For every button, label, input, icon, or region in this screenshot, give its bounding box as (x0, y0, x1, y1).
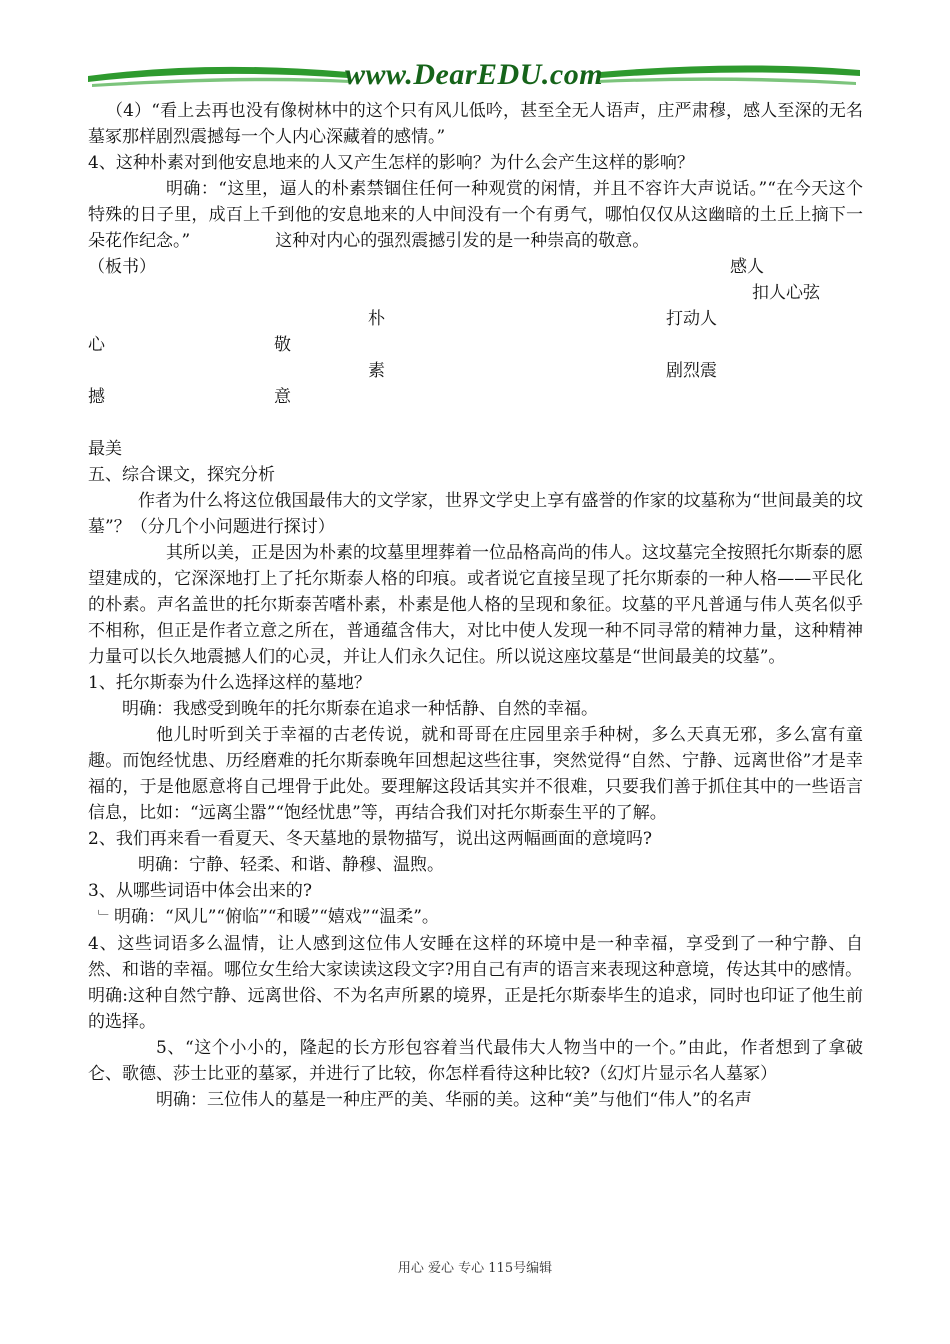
section-reason: 其所以美，正是因为朴素的坟墓里埋葬着一位品格高尚的伟人。这坟墓完全按照托尔斯泰的愿望建成的，它深深地打上了托尔斯泰人格的印痕。或者说它直接呈现了托尔斯泰的一种人格——平民化的朴素。声名盖世的托尔斯泰苦嗜朴素，朴素是他人格的呈现和象征。坟墓的平凡普通与伟人英名似乎不相称，但正是作者立意之所在，普通蕴含伟大，对比中使人发现一种不同寻常的精神力量，这种精神力量可以长久地震撼人们的心灵，并让人们永久记住。所以说这座坟墓是“世间最美的坟墓”。 (88, 543, 863, 667)
section-intro: 作者为什么将这位俄国最伟大的文学家，世界文学史上享有盛誉的作家的坟墓称为“世间最美的坟墓”？（分几个小问题进行探讨） (88, 491, 863, 537)
board-su: 素 (368, 361, 385, 381)
document-body (88, 98, 863, 1113)
header-banner (88, 56, 860, 96)
page-footer: 用心 爱心 专心 115号编辑 (397, 1261, 553, 1276)
answer-4-influence: 明确：“这里，逼人的朴素禁锢住任何一种观赏的闲情，并且不容许大声说话。”“在今天这个特殊的日子里，成百上千到他的安息地来的人中间没有一个有勇气，哪怕仅仅从这幽暗的土丘上摘下一朵花作纪念。” 这种对内心的强烈震撼引发的是一种崇高的敬意。 (88, 179, 863, 251)
question-2: 2、我们再来看一看夏天、冬天墓地的景物描写，说出这两幅画面的意境吗? (88, 829, 652, 849)
answer-2: 明确：宁静、轻柔、和谐、静穆、温煦。 (138, 855, 444, 875)
board-pu: 朴 (368, 309, 385, 329)
answer-3 (88, 904, 863, 931)
question-5: 5、“这个小小的，隆起的长方形包容着当代最伟大人物当中的一个。”由此，作者想到了拿破仑、歌德、莎士比亚的墓冢，并进行了比较，你怎样看待这种比较?（幻灯片显示名人墓冢） (88, 1038, 863, 1084)
answer-5: 明确：三位伟人的墓是一种庄严的美、华丽的美。这种“美”与他们“伟人”的名声 (156, 1090, 752, 1110)
board-label: （板书） (88, 257, 156, 277)
site-logo[interactable]: www.DearEDU.com (344, 58, 604, 91)
board-zui-mei: 最美 (88, 439, 122, 459)
question-3: 3、从哪些词语中体会出来的? (88, 881, 312, 901)
board-da-dong-ren: 打动人 (666, 309, 717, 329)
question-1: 1、托尔斯泰为什么选择这样的墓地？ (88, 673, 371, 693)
answer-4: 明确:这种自然宁静、远离世俗、不为名声所累的境界，正是托尔斯泰毕生的追求，同时也印证了他生前的选择。 (88, 986, 863, 1032)
board-han: 撼 (88, 387, 105, 407)
answer-1: 明确：我感受到晚年的托尔斯泰在追求一种恬静、自然的幸福。 (122, 699, 598, 719)
answer-1-more: 他儿时听到关于幸福的古老传说，就和哥哥在庄园里亲手种树，多么天真无邪，多么富有童趣。而饱经忧患、历经磨难的托尔斯泰晚年回想起这些往事，突然觉得“自然、宁静、远离世俗”才是幸福的，于是他愿意将自己埋骨于此处。要理解这段话其实并不很难，只要我们善于抓住其中的一些语言信息，比如：“远离尘嚣”“饱经忧患”等，再结合我们对托尔斯泰生平的了解。 (88, 725, 863, 823)
question-4: 4、这些词语多么温情，让人感到这位伟人安睡在这样的环境中是一种幸福，享受到了一种宁静、自然、和谐的幸福。哪位女生给大家读读这段文字?用自己有声的语言来表现这种意境，传达其中的感情。 (88, 934, 863, 980)
board-xin: 心 (88, 335, 105, 355)
board-kou-ren-xin-xian: 扣人心弦 (752, 283, 820, 303)
section-heading: 五、综合课文，探究分析 (88, 465, 275, 485)
board-ju-lie-zhen: 剧烈震 (666, 361, 717, 381)
answer-3-text: 明确：“风儿”“俯临”“和暖”“嬉戏”“温柔”。 (114, 907, 439, 927)
board-jing: 敬 (274, 335, 291, 355)
board-gan-ren: 感人 (730, 257, 764, 277)
mark-symbol: ﹂ (98, 910, 112, 926)
board-yi: 意 (274, 387, 291, 407)
paragraph-quote-4: （4）“看上去再也没有像树林中的这个只有风儿低吟，甚至全无人语声，庄严肃穆，感人至深的无名墓冢那样剧烈震撼每一个人内心深藏着的感情。” (88, 101, 863, 147)
blackboard-notes (88, 254, 863, 410)
question-4-influence: 4、这种朴素对到他安息地来的人又产生怎样的影响？为什么会产生这样的影响？ (88, 153, 694, 173)
